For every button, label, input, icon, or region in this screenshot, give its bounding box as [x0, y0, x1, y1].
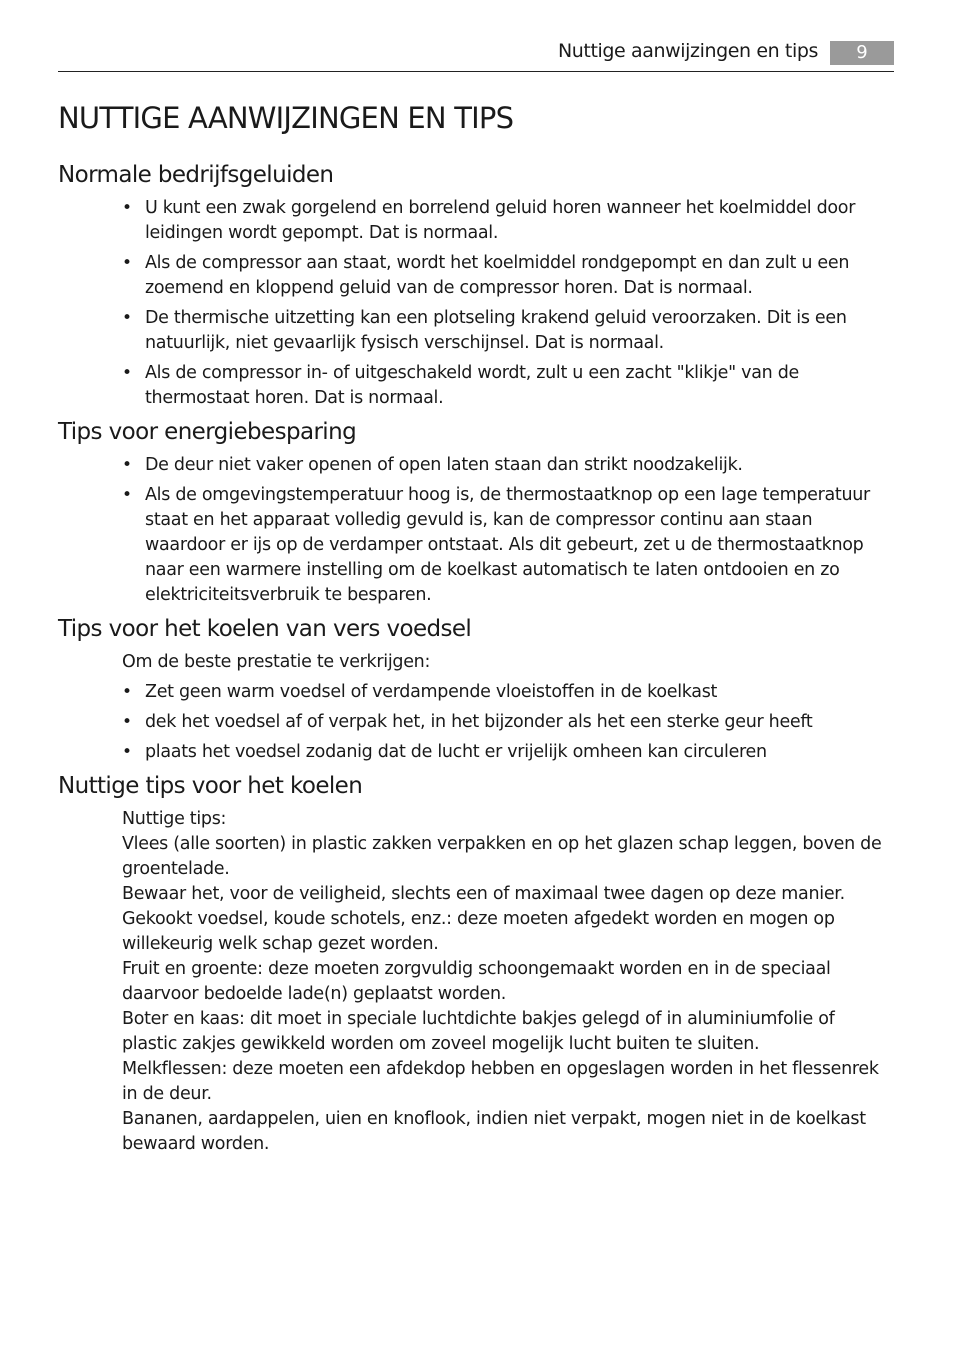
section-energy-saving-tips: [58, 417, 894, 608]
bullet-list: [58, 196, 894, 411]
list-item: • plaats het voedsel zodanig dat de lucht er vrijelijk omheen kan circuleren: [58, 740, 894, 765]
section-cooling-tips: [58, 771, 894, 1157]
bullet-list: [58, 680, 894, 765]
section-fresh-food-tips: [58, 614, 894, 765]
page-header: [58, 38, 894, 72]
list-item: • Als de compressor aan staat, wordt het koelmiddel rondgepompt en dan zult u een zoemend en kloppend geluid van de compressor horen. Dat is normaal.: [58, 251, 894, 301]
list-item: • De thermische uitzetting kan een plotseling krakend geluid veroorzaken. Dit is een natuurlijk, niet gevaarlijk fysisch verschijnsel. Dat is normaal.: [58, 306, 894, 356]
section-heading: Tips voor energiebesparing: [58, 419, 357, 445]
tip-line: Bananen, aardappelen, uien en knoflook, indien niet verpakt, mogen niet in de koelkast bewaard worden.: [122, 1109, 866, 1154]
section-intro: Om de beste prestatie te verkrijgen:: [122, 652, 431, 672]
tip-line: Melkflessen: deze moeten een afdekdop hebben en opgeslagen worden in het flessenrek in de deur.: [122, 1059, 879, 1104]
list-item: • U kunt een zwak gorgelend en borrelend geluid horen wanneer het koelmiddel door leidingen wordt gepompt. Dat is normaal.: [58, 196, 894, 246]
tip-line: Bewaar het, voor de veiligheid, slechts een of maximaal twee dagen op deze manier.: [122, 884, 845, 904]
list-item: • dek het voedsel af of verpak het, in het bijzonder als het een sterke geur heeft: [58, 710, 894, 735]
document-body: [58, 160, 894, 1157]
tips-paragraph: [58, 807, 894, 1157]
tip-line: Nuttige tips:: [122, 809, 227, 829]
section-heading: Nuttige tips voor het koelen: [58, 773, 363, 799]
list-item: • Als de compressor in- of uitgeschakeld wordt, zult u een zacht "klikje" van de thermostaat horen. Dat is normaal.: [58, 361, 894, 411]
section-normal-operating-sounds: [58, 160, 894, 411]
section-heading: Tips voor het koelen van vers voedsel: [58, 616, 472, 642]
list-item: • Zet geen warm voedsel of verdampende vloeistoffen in de koelkast: [58, 680, 894, 705]
section-heading: Normale bedrijfsgeluiden: [58, 162, 334, 188]
running-header-title: Nuttige aanwijzingen en tips: [557, 40, 818, 62]
list-item: • De deur niet vaker openen of open laten staan dan strikt noodzakelijk.: [58, 453, 894, 478]
tip-line: Boter en kaas: dit moet in speciale luchtdichte bakjes gelegd of in aluminiumfolie of plastic zakjes gewikkeld worden om zoveel mogelijk lucht buiten te sluiten.: [122, 1009, 835, 1054]
tip-line: Fruit en groente: deze moeten zorgvuldig schoongemaakt worden en in de speciaal daarvoor bedoelde lade(n) geplaatst worden.: [122, 959, 831, 1004]
page-number-badge: 9: [830, 41, 894, 65]
list-item: • Als de omgevingstemperatuur hoog is, de thermostaatknop op een lage temperatuur staat en het apparaat volledig gevuld is, kan de compressor continu aan staan waardoor er ijs op de verdamper ontstaat. Als dit gebeurt, zet u de thermostaatknop naar een warmere instelling om de koelkast automatisch te laten ontdooien en zo elektriciteitsverbruik te besparen.: [58, 483, 894, 608]
bullet-list: [58, 453, 894, 608]
page-title: NUTTIGE AANWIJZINGEN EN TIPS: [58, 101, 514, 135]
tip-line: Gekookt voedsel, koude schotels, enz.: deze moeten afgedekt worden en mogen op willekeurig welk schap gezet worden.: [122, 909, 835, 954]
tip-line: Vlees (alle soorten) in plastic zakken verpakken en op het glazen schap leggen, boven de groentelade.: [122, 834, 882, 879]
